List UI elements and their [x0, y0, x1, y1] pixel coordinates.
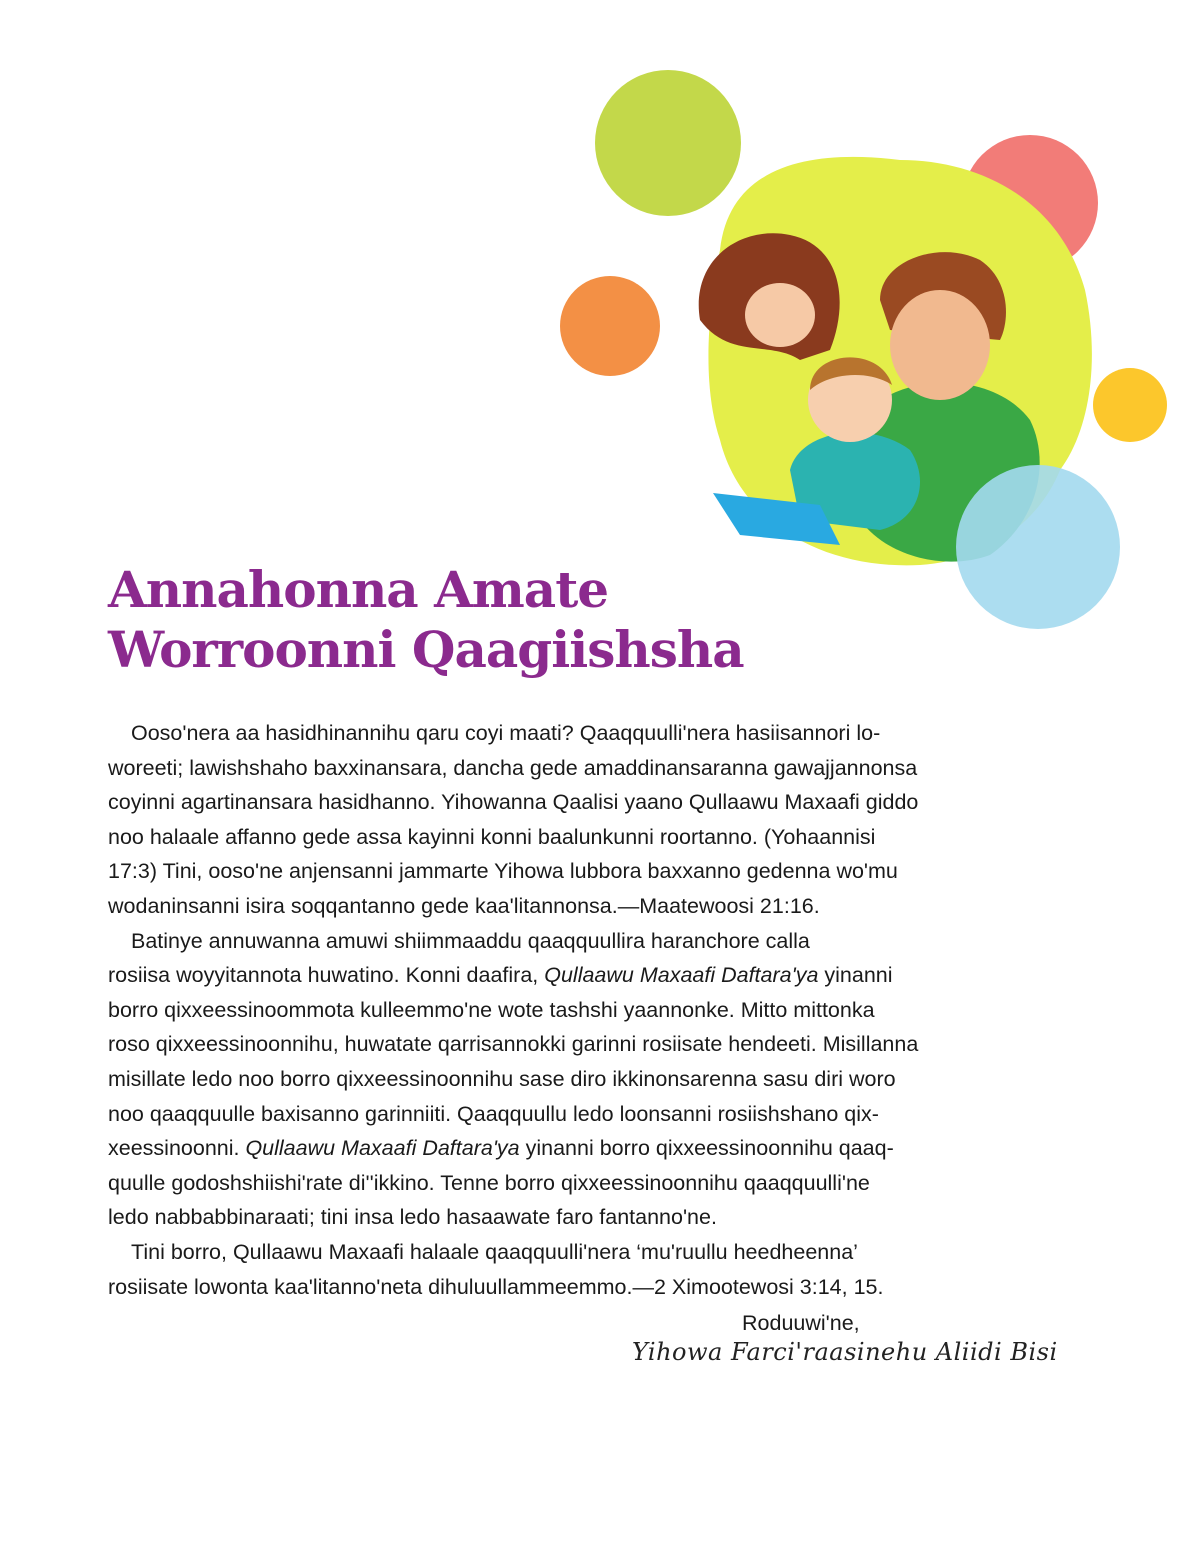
- green-circle: [595, 70, 741, 216]
- paragraph-line: [108, 1200, 1028, 1235]
- signoff: Roduuwi'ne,: [742, 1311, 860, 1335]
- paragraph-line: [108, 716, 1028, 751]
- paragraph-line: [108, 1131, 1028, 1166]
- text-segment: rosiisate lowonta kaa'litanno'neta dihuluullammeemmo.—2 Ximootewosi 3:14, 15.: [108, 1274, 884, 1299]
- text-segment: noo halaale affanno gede assa kayinni konni baalunkunni roortanno. (Yohaannisi: [108, 824, 876, 849]
- text-segment: quulle godoshshiishi'rate di''ikkino. Tenne borro qixxeessinoonnihu qaaqquulli'ne: [108, 1170, 870, 1195]
- page-title: [108, 560, 744, 680]
- text-segment: yinanni: [818, 963, 893, 988]
- text-segment: borro qixxeessinoommota kulleemmo'ne wote tashshi yaannonke. Mitto mittonka: [108, 997, 875, 1022]
- paragraph-line: [108, 1027, 1028, 1062]
- paragraph-line: [108, 1235, 1028, 1270]
- yellow-circle: [1093, 368, 1167, 442]
- blue-circle: [956, 465, 1120, 629]
- italic-title-text: Qullaawu Maxaafi Daftara'ya: [245, 1136, 520, 1161]
- paragraph-line: [108, 1062, 1028, 1097]
- text-segment: Tini borro, Qullaawu Maxaafi halaale qaaqquulli'nera ‘mu'ruullu heedheenna’: [131, 1239, 858, 1264]
- paragraph-line: [108, 1166, 1028, 1201]
- title-line-1: Annahonna Amate: [108, 560, 609, 619]
- text-segment: woreeti; lawishshaho baxxinansara, dancha gede amaddinansaranna gawajjannonsa: [108, 755, 918, 780]
- signature: Yihowa Farci'raasinehu Aliidi Bisi: [632, 1338, 1058, 1366]
- text-segment: 17:3) Tini, ooso'ne anjensanni jammarte Yihowa lubbora baxxanno gedenna wo'mu: [108, 859, 898, 884]
- article-body: [108, 716, 1028, 1304]
- paragraph-line: [108, 785, 1028, 820]
- text-segment: roso qixxeessinoonnihu, huwatate qarrisannokki garinni rosiisate hendeeti. Misillanna: [108, 1032, 919, 1057]
- text-segment: noo qaaqquulle baxisanno garinniiti. Qaaqquullu ledo loonsanni rosiishshano qix-: [108, 1101, 879, 1126]
- paragraph-line: [108, 889, 1028, 924]
- italic-title-text: Qullaawu Maxaafi Daftara'ya: [544, 963, 819, 988]
- text-segment: wodaninsanni isira soqqantanno gede kaa'litannonsa.—Maatewoosi 21:16.: [108, 893, 820, 918]
- text-segment: rosiisa woyyitannota huwatino. Konni daafira,: [108, 963, 545, 988]
- paragraph-line: [108, 854, 1028, 889]
- father-face: [890, 290, 990, 400]
- text-segment: misillate ledo noo borro qixxeessinoonnihu sase diro ikkinonsarenna sasu diri woro: [108, 1066, 896, 1091]
- text-segment: coyinni agartinansara hasidhanno. Yihowanna Qaalisi yaano Qullaawu Maxaafi giddo: [108, 790, 919, 815]
- paragraph-line: [108, 993, 1028, 1028]
- paragraph-line: [108, 820, 1028, 855]
- title-line-2: Worroonni Qaagiishsha: [108, 620, 744, 679]
- paragraph-line: [108, 751, 1028, 786]
- text-segment: xeessinoonni.: [108, 1136, 246, 1161]
- orange-circle: [560, 276, 660, 376]
- paragraph-line: [108, 924, 1028, 959]
- mother-face: [745, 283, 815, 347]
- text-segment: Ooso'nera aa hasidhinannihu qaru coyi maati? Qaaqquulli'nera hasiisannori lo-: [131, 721, 881, 745]
- text-segment: Batinye annuwanna amuwi shiimmaaddu qaaqquullira haranchore calla: [131, 928, 810, 953]
- paragraph-line: [108, 1097, 1028, 1132]
- paragraph-line: [108, 1270, 1028, 1305]
- text-segment: yinanni borro qixxeessinoonnihu qaaq-: [519, 1136, 894, 1161]
- paragraph-line: [108, 958, 1028, 993]
- text-segment: ledo nabbabbinaraati; tini insa ledo hasaawate faro fantanno'ne.: [108, 1205, 717, 1230]
